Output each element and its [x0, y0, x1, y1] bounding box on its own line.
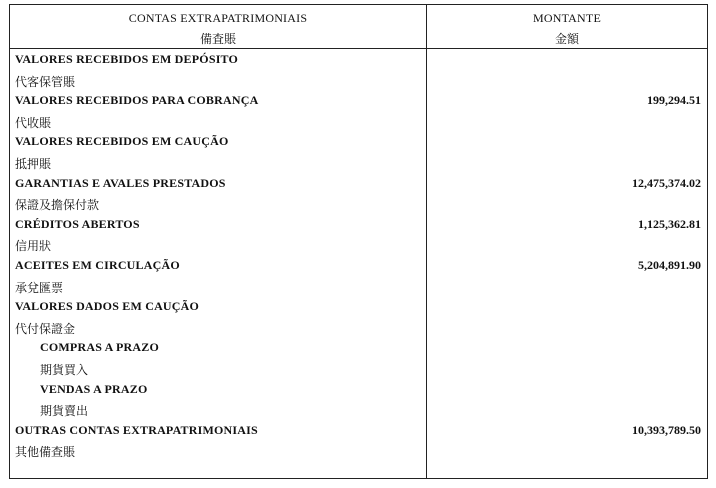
table-row	[10, 90, 707, 111]
table-row	[10, 111, 707, 132]
row-amount: 199,294.51	[647, 93, 701, 108]
row-amount: 1,125,362.81	[638, 216, 701, 231]
row-label: VALORES DADOS EM CAUÇÃO	[15, 299, 200, 314]
table-row	[10, 173, 707, 194]
row-label: 代客保管賬	[15, 74, 76, 89]
header-accounts-title: CONTAS EXTRAPATRIMONIAIS	[128, 11, 308, 25]
row-amount: 5,204,891.90	[638, 257, 701, 272]
header-amount-subtitle: 金額	[554, 32, 579, 46]
row-label: 承兌匯票	[15, 280, 64, 295]
table-row	[10, 317, 707, 338]
off-balance-sheet-table	[9, 4, 708, 479]
table-row	[10, 337, 707, 358]
row-label: VENDAS A PRAZO	[40, 381, 148, 396]
table-row	[10, 131, 707, 152]
row-label: 期貨賣出	[40, 404, 89, 419]
table-row	[10, 379, 707, 400]
table-row	[10, 255, 707, 276]
row-label: ACEITES EM CIRCULAÇÃO	[15, 257, 180, 272]
table-row	[10, 70, 707, 91]
row-label: 抵押賬	[15, 156, 52, 171]
row-label: OUTRAS CONTAS EXTRAPATRIMONIAIS	[15, 422, 258, 437]
table-row	[10, 214, 707, 235]
table-row	[10, 234, 707, 255]
row-label: GARANTIAS E AVALES PRESTADOS	[15, 175, 226, 190]
row-label: VALORES RECEBIDOS PARA COBRANÇA	[15, 93, 259, 108]
row-amount: 10,393,789.50	[632, 422, 701, 437]
row-label: 保證及擔保付款	[15, 198, 100, 213]
header-accounts-subtitle: 備査賬	[199, 32, 236, 46]
table-row	[10, 49, 707, 70]
table-row	[10, 152, 707, 173]
header-amount	[427, 5, 707, 48]
table-row	[10, 420, 707, 441]
header-amount-title: MONTANTE	[533, 11, 601, 25]
row-amount: 12,475,374.02	[632, 175, 701, 190]
row-label: 代付保證金	[15, 321, 76, 336]
row-label: 期貨買入	[40, 362, 89, 377]
row-label: CRÉDITOS ABERTOS	[15, 216, 140, 231]
row-label: 代收賬	[15, 115, 52, 130]
table-row	[10, 358, 707, 379]
table-body	[10, 49, 707, 461]
table-row	[10, 296, 707, 317]
table-row	[10, 399, 707, 420]
row-label: VALORES RECEBIDOS EM DEPÓSITO	[15, 52, 239, 66]
row-label: COMPRAS A PRAZO	[40, 340, 160, 355]
header-accounts	[10, 5, 426, 48]
table-row	[10, 440, 707, 461]
table-row	[10, 193, 707, 214]
row-label: 信用狀	[15, 239, 52, 254]
table-row	[10, 276, 707, 297]
row-label: VALORES RECEBIDOS EM CAUÇÃO	[15, 134, 229, 149]
row-label: 其他備查賬	[15, 445, 76, 460]
